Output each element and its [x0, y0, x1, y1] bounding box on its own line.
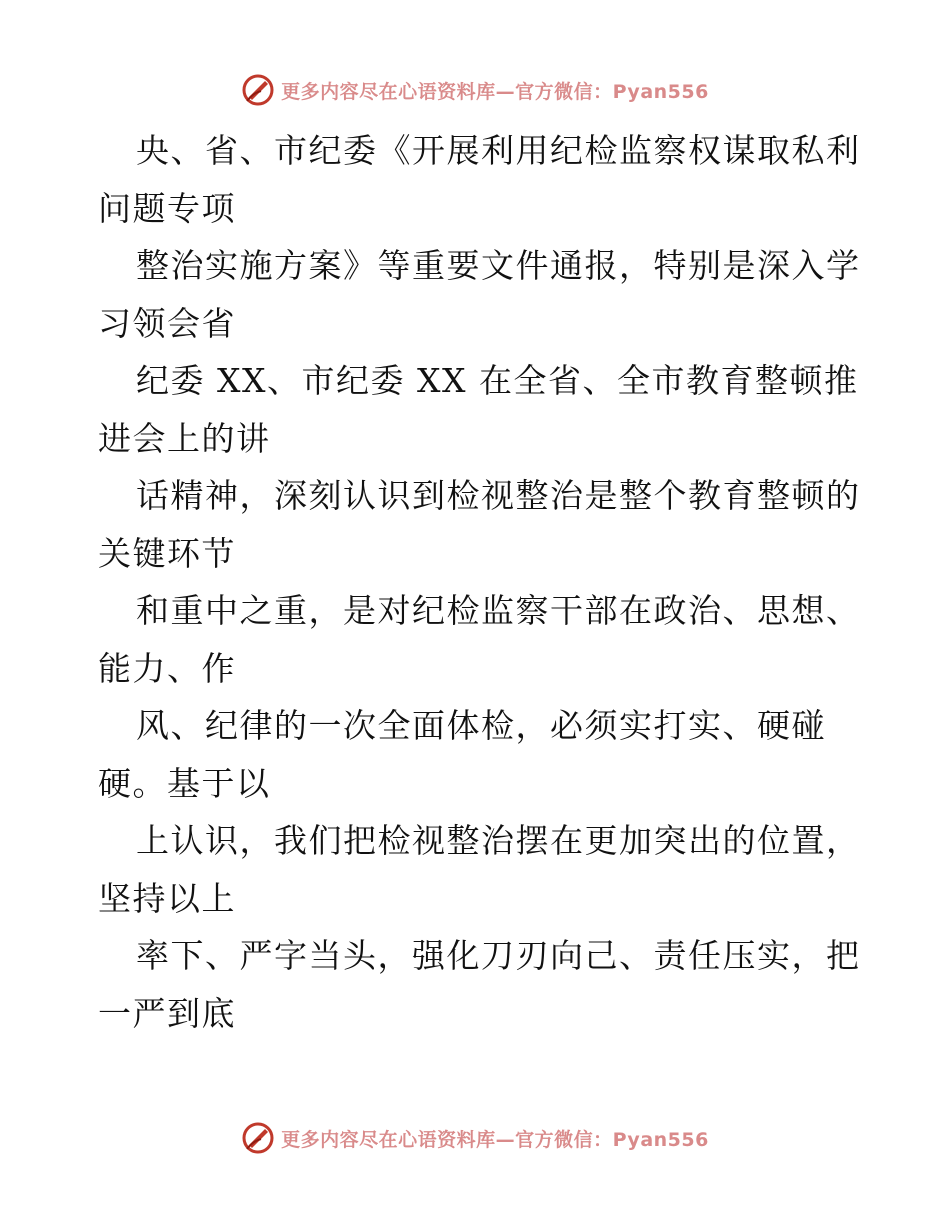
text-line: 上认识，我们把检视整治摆在更加突出的位置， — [136, 821, 861, 860]
text-line: 风、纪律的一次全面体检，必须实打实、硬碰 — [136, 706, 826, 745]
text-line: 整治实施方案》等重要文件通报，特别是深入学 — [136, 246, 861, 285]
text-line: 硬。基于以 — [98, 763, 271, 803]
header-banner — [0, 70, 950, 110]
text-line: 话精神，深刻认识到检视整治是整个教育整顿的 — [136, 476, 861, 515]
text-line: 和重中之重，是对纪检监察干部在政治、思想、 — [136, 591, 861, 630]
red-seal-logo-icon — [241, 1121, 275, 1155]
text-line: 关键环节 — [98, 533, 236, 573]
text-line: 能力、作 — [98, 648, 236, 688]
text-line: 率下、严字当头，强化刀刃向己、责任压实，把 — [136, 936, 861, 975]
text-line: 问题专项 — [98, 188, 236, 228]
text-line: 纪委 XX、市纪委 XX 在全省、全市教育整顿推 — [136, 361, 859, 400]
text-line: 央、省、市纪委《开展利用纪检监察权谋取私利 — [136, 131, 861, 170]
header-banner-text: 更多内容尽在心语资料库—官方微信：Pyan556 — [281, 80, 709, 103]
red-seal-logo-icon — [241, 73, 275, 107]
text-line: 一严到底 — [98, 993, 236, 1033]
text-line: 坚持以上 — [98, 878, 236, 918]
text-line: 进会上的讲 — [98, 418, 271, 458]
footer-banner — [0, 1118, 950, 1158]
footer-banner-text: 更多内容尽在心语资料库—官方微信：Pyan556 — [281, 1128, 709, 1151]
document-body — [98, 122, 861, 1042]
text-line: 习领会省 — [98, 303, 236, 343]
